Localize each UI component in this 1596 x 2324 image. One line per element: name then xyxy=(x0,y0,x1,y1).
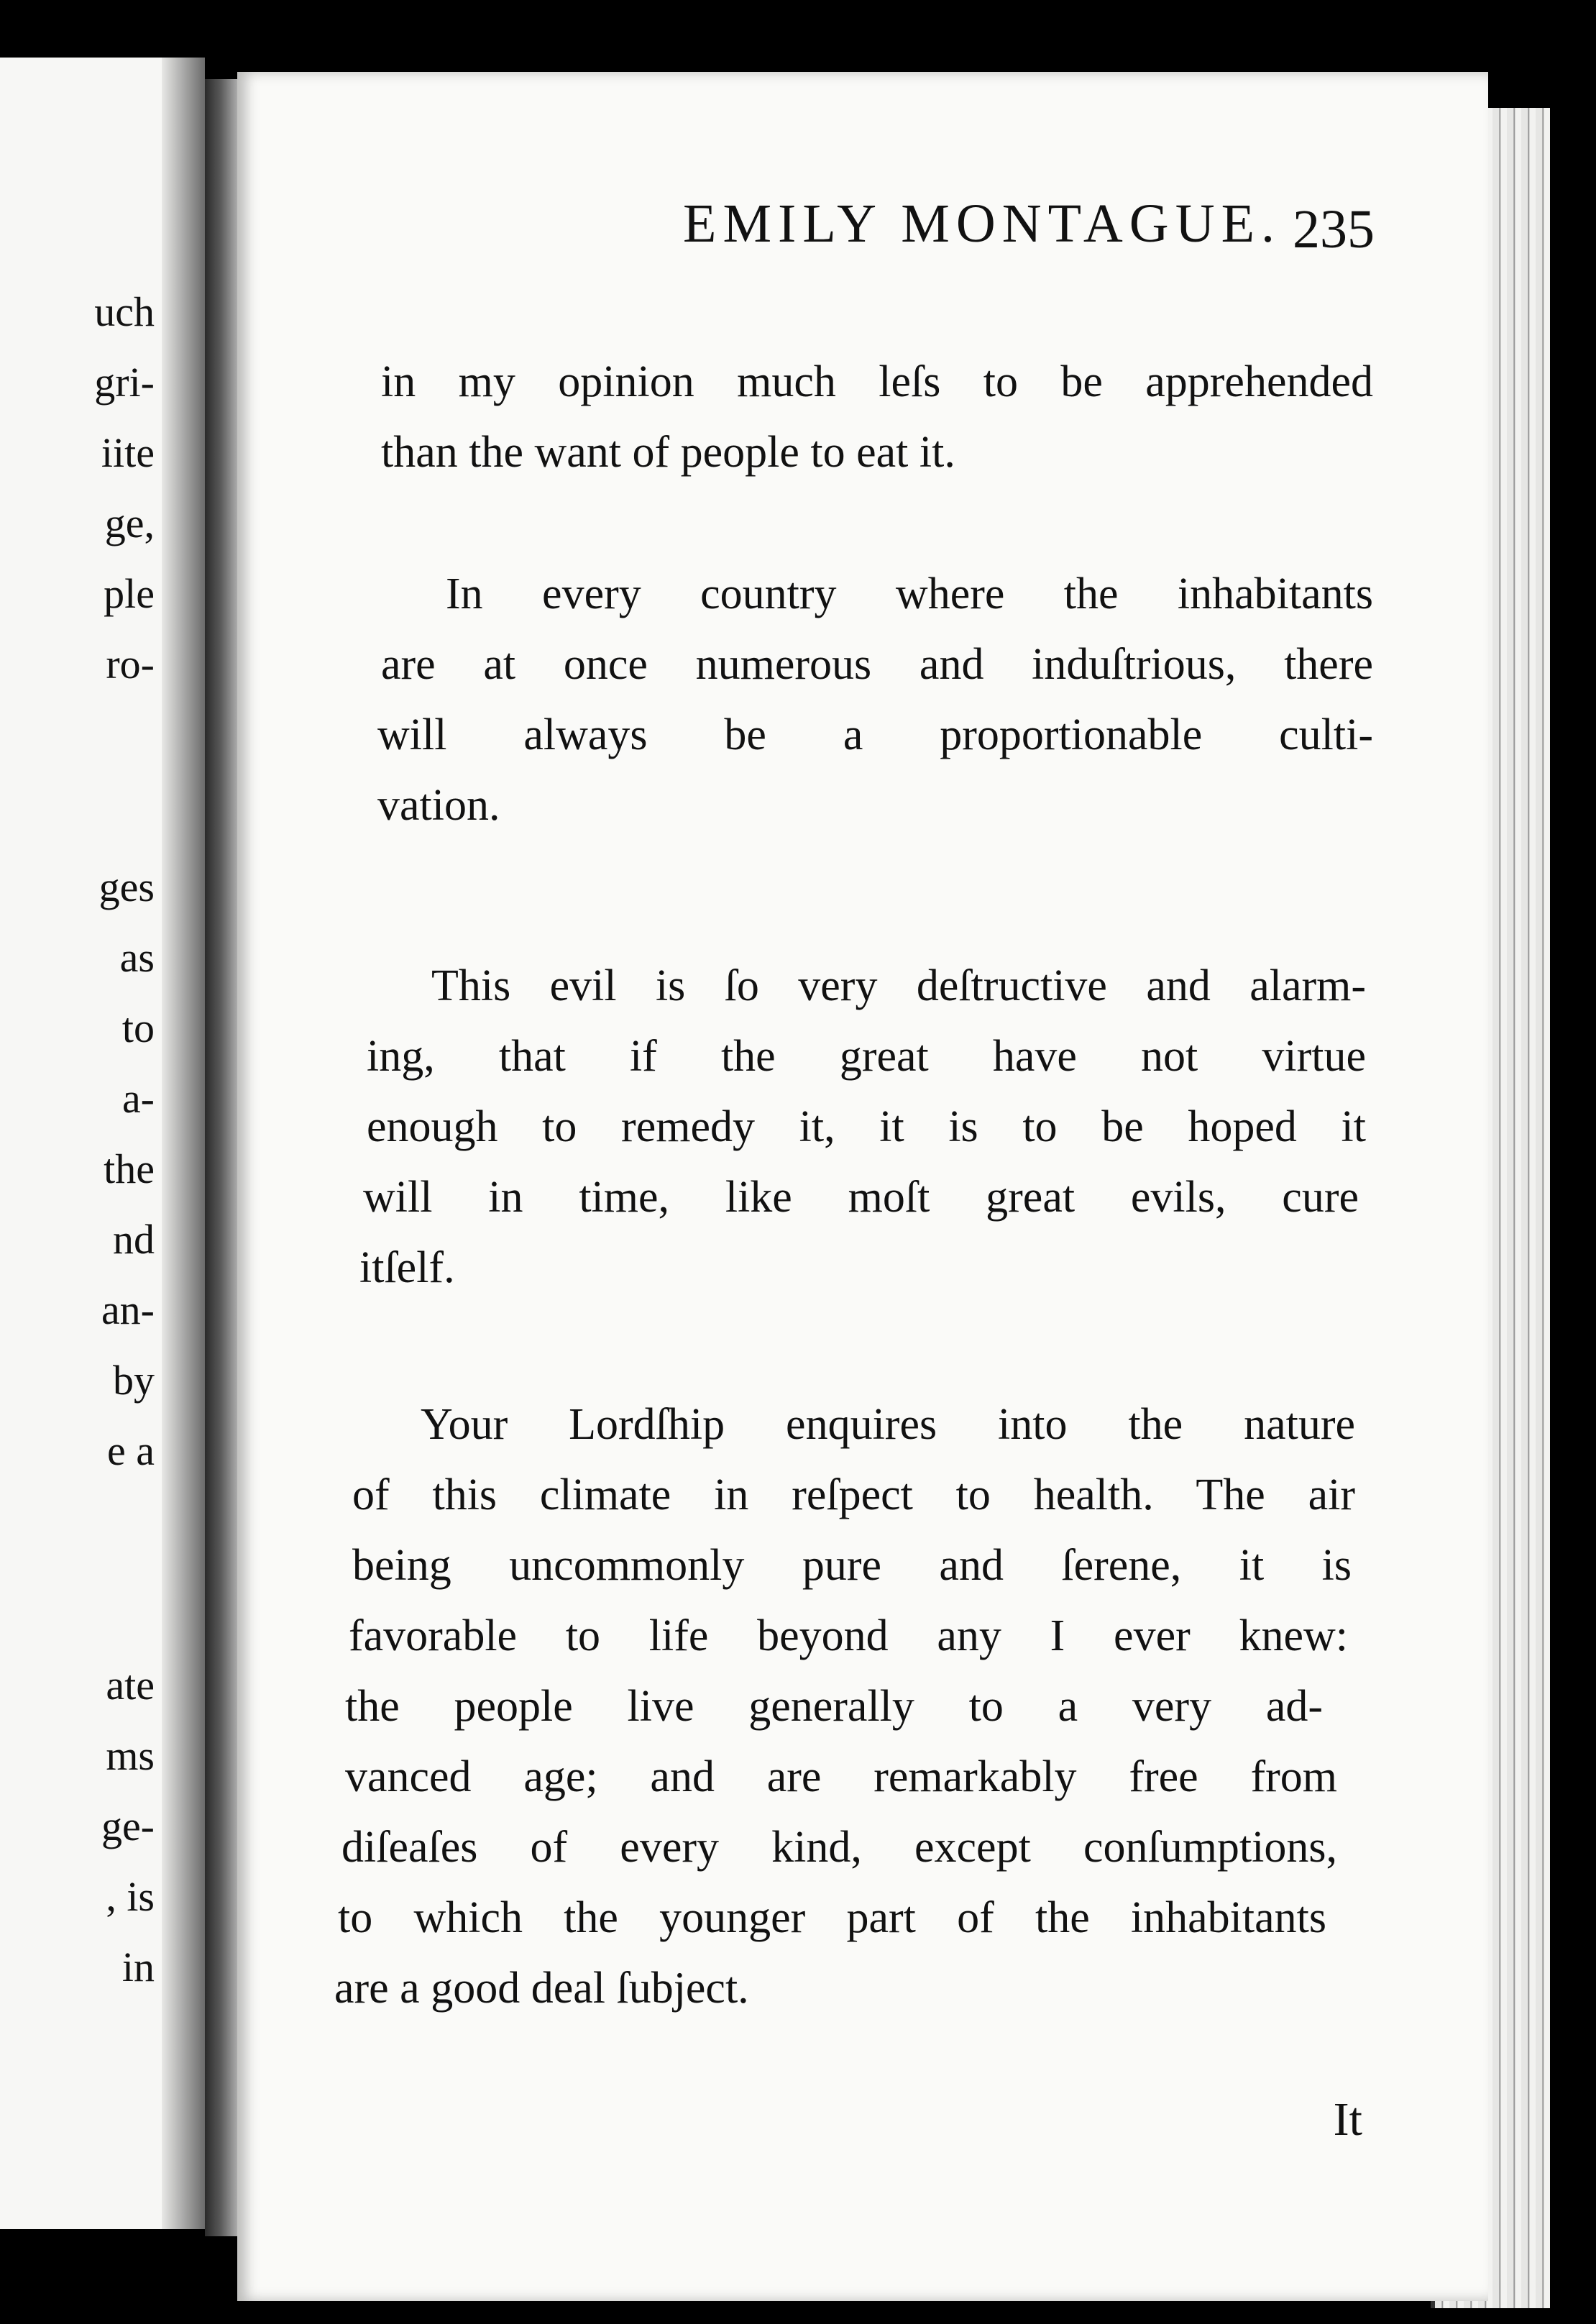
text-line: than the want of people to eat it. xyxy=(381,428,955,477)
previous-page-line: ro- xyxy=(106,641,155,687)
previous-page-line: e a xyxy=(107,1427,155,1474)
previous-page-line: ate xyxy=(106,1662,155,1708)
previous-page-line: as xyxy=(119,934,155,981)
text-line: itſelf. xyxy=(359,1243,455,1292)
text-line: in my opinion much leſs to be apprehended xyxy=(381,357,1373,406)
text-line: vanced age; and are remarkably free from xyxy=(345,1752,1337,1801)
text-line: will in time, like moſt great evils, cure xyxy=(363,1173,1359,1222)
text-line: diſeaſes of every kind, except conſumptions, xyxy=(341,1823,1337,1872)
text-line: being uncommonly pure and ſerene, it is xyxy=(352,1541,1352,1590)
book-page xyxy=(237,72,1488,2301)
previous-page-line: a- xyxy=(121,1075,155,1122)
previous-page xyxy=(0,58,205,2229)
text-line: ing, that if the great have not virtue xyxy=(367,1032,1366,1081)
previous-page-line: ge, xyxy=(104,500,155,546)
previous-page-line: an- xyxy=(101,1286,155,1333)
previous-page-line: in xyxy=(121,1944,155,1990)
text-line: are at once numerous and induſtrious, there xyxy=(381,640,1373,689)
previous-page-line: ges xyxy=(98,864,155,910)
text-line: In every country where the inhabitants xyxy=(446,569,1373,618)
text-line: of this climate in reſpect to health. The air xyxy=(352,1470,1355,1519)
gutter-shadow xyxy=(162,58,205,2229)
text-line: the people live generally to a very ad- xyxy=(345,1682,1323,1731)
previous-page-line: , is xyxy=(106,1873,155,1920)
text-line: vation. xyxy=(377,781,500,830)
text-line: are a good deal ſubject. xyxy=(334,1964,749,2013)
previous-page-line: by xyxy=(113,1357,155,1404)
text-line: will always be a proportionable culti- xyxy=(377,710,1373,759)
text-line: enough to remedy it, it is to be hoped it xyxy=(367,1102,1366,1151)
text-line: This evil is ſo very deſtructive and alarm- xyxy=(431,961,1366,1010)
text-line: Your Lordſhip enquires into the nature xyxy=(421,1400,1355,1449)
previous-page-line: iite xyxy=(101,429,155,476)
running-head xyxy=(237,193,1373,265)
text-line: to which the younger part of the inhabitants xyxy=(338,1893,1326,1942)
previous-page-line: ple xyxy=(104,570,155,617)
previous-page-line: ms xyxy=(106,1732,155,1779)
previous-page-line: gri- xyxy=(94,359,155,406)
previous-page-line: uch xyxy=(94,288,155,335)
text-line: favorable to life beyond any I ever knew: xyxy=(349,1611,1348,1660)
catchword: It xyxy=(1333,2093,1362,2146)
previous-page-line: to xyxy=(121,1005,155,1051)
previous-page-line: nd xyxy=(113,1216,155,1263)
page-number: 235 xyxy=(1293,199,1375,260)
previous-page-line: ge- xyxy=(101,1803,155,1849)
previous-page-line: the xyxy=(104,1145,155,1192)
running-title: EMILY MONTAGUE. xyxy=(683,193,1281,254)
